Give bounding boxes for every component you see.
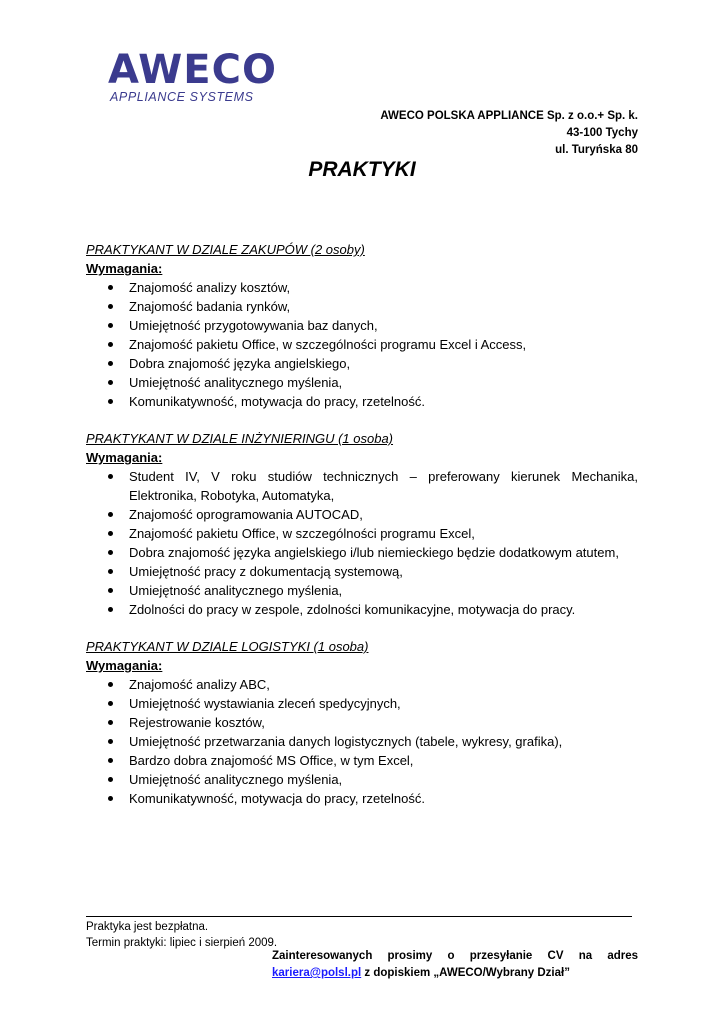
section-logistics [86,637,638,808]
list-item: Umiejętność wystawiania zleceń spedycyjnych, [86,694,638,713]
section-title: PRAKTYKANT W DZIALE INŻYNIERINGU (1 osoba) [86,431,394,446]
requirements-label: Wymagania: [86,450,163,465]
contact-word: adres [607,950,638,962]
section-title: PRAKTYKANT W DZIALE ZAKUPÓW (2 osoby) [86,242,365,257]
bullet-icon [108,682,113,687]
bullet-icon [108,531,113,536]
company-street: ul. Turyńska 80 [555,144,638,156]
bullet-icon [108,323,113,328]
page-title: PRAKTYKI [308,158,416,181]
list-item: Komunikatywność, motywacja do pracy, rzetelność. [86,392,638,411]
list-item: Dobra znajomość języka angielskiego, [86,354,638,373]
list-item: Znajomość oprogramowania AUTOCAD, [86,505,638,524]
list-item: Rejestrowanie kosztów, [86,713,638,732]
bullet-icon [108,512,113,517]
section-purchasing [86,240,638,411]
list-item: Umiejętność analitycznego myślenia, [86,770,638,789]
list-item: Znajomość badania rynków, [86,297,638,316]
contact-word: Zainteresowanych [272,950,373,962]
list-item: Dobra znajomość języka angielskiego i/lub niemieckiego będzie dodatkowym atutem, [86,543,638,562]
bullet-icon [108,550,113,555]
bullet-icon [108,607,113,612]
bullet-icon [108,380,113,385]
section-title: PRAKTYKANT W DZIALE LOGISTYKI (1 osoba) [86,639,369,654]
company-address [380,108,638,159]
list-item: Bardzo dobra znajomość MS Office, w tym Excel, [86,751,638,770]
note-period: Termin praktyki: lipiec i sierpień 2009. [86,937,278,949]
list-item: Znajomość pakietu Office, w szczególności programu Excel i Access, [86,335,638,354]
contact-word: na [578,950,593,962]
list-item: Umiejętność analitycznego myślenia, [86,581,638,600]
company-city: 43-100 Tychy [566,127,638,139]
footer-notes [86,919,277,951]
requirements-list [86,467,638,619]
internship-sections [86,240,638,826]
bullet-icon [108,361,113,366]
contact-word: prosimy [387,950,433,962]
list-item: Umiejętność analitycznego myślenia, [86,373,638,392]
list-item: Student IV, V roku studiów technicznych – preferowany kierunek Mechanika, Elektronika, Robotyka, Automatyka, [86,467,638,505]
list-item: Zdolności do pracy w zespole, zdolności komunikacyjne, motywacja do pracy. [86,600,638,619]
list-item: Umiejętność pracy z dokumentacją systemową, [86,562,638,581]
company-name: AWECO POLSKA APPLIANCE Sp. z o.o.+ Sp. k. [380,110,638,122]
bullet-icon [108,399,113,404]
contact-word: CV [547,950,564,962]
list-item: Umiejętność przygotowywania baz danych, [86,316,638,335]
note-unpaid: Praktyka jest bezpłatna. [86,921,209,933]
bullet-icon [108,777,113,782]
list-item: Znajomość analizy kosztów, [86,278,638,297]
list-item: Znajomość pakietu Office, w szczególności programu Excel, [86,524,638,543]
bullet-icon [108,701,113,706]
section-engineering [86,429,638,619]
contact-email-line [272,965,638,982]
bullet-icon [108,758,113,763]
bullet-icon [108,474,113,479]
bullet-icon [108,796,113,801]
list-item: Komunikatywność, motywacja do pracy, rzetelność. [86,789,638,808]
list-item: Znajomość analizy ABC, [86,675,638,694]
requirements-label: Wymagania: [86,261,163,276]
bullet-icon [108,304,113,309]
contact-word: o [447,950,455,962]
bullet-icon [108,285,113,290]
bullet-icon [108,588,113,593]
logo-subtitle: APPLIANCE SYSTEMS [110,90,254,104]
requirements-list [86,675,638,808]
contact-word: przesyłanie [469,950,533,962]
company-logo [108,47,277,104]
bullet-icon [108,569,113,574]
contact-suffix: z dopiskiem „AWECO/Wybrany Dział” [361,967,570,979]
email-link[interactable]: kariera@polsl.pl [272,967,362,979]
requirements-list [86,278,638,411]
list-item: Umiejętność przetwarzania danych logistycznych (tabele, wykresy, grafika), [86,732,638,751]
bullet-icon [108,720,113,725]
footer-divider [86,916,632,917]
contact-line [272,948,638,965]
requirements-label: Wymagania: [86,658,163,673]
bullet-icon [108,342,113,347]
logo-wordmark: AWECO [108,47,277,93]
bullet-icon [108,739,113,744]
contact-info [272,948,638,982]
